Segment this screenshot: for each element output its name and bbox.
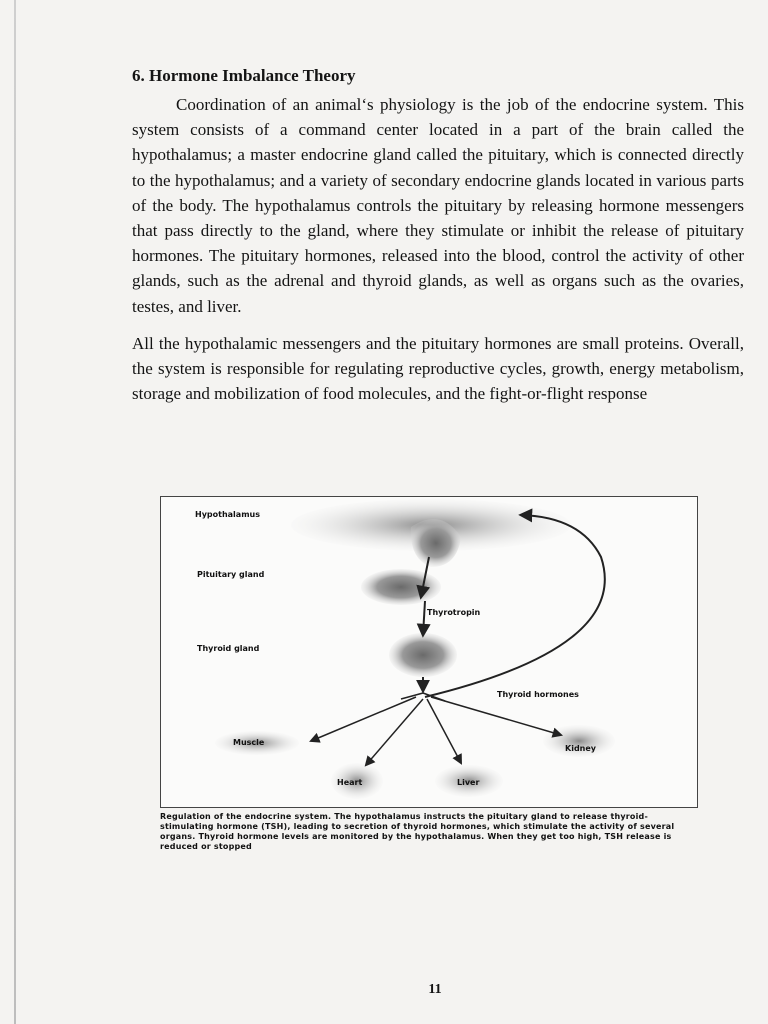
liver-arrow (427, 699, 461, 763)
endocrine-diagram (160, 496, 698, 808)
tsh-arrow (423, 601, 425, 635)
figure-caption: Regulation of the endocrine system. The hypothalamus instructs the pituitary gland to release thyroid-stimulating hormone (TSH), leading to secretion of thyroid hormones, which stimulate the activity of several organs. Thyroid hormone levels are monitored by the hypothalamus. When they get too high, TSH release is reduced or stopped (160, 812, 675, 851)
page-number: 11 (428, 982, 442, 997)
page-edge (14, 0, 16, 1024)
section-heading: 6. Hormone Imbalance Theory (132, 66, 356, 85)
section-content (132, 64, 744, 406)
label-thyroid: Thyroid gland (197, 644, 260, 653)
thyroid-shape (389, 633, 457, 677)
label-hypothalamus: Hypothalamus (195, 510, 260, 519)
label-thyroid-hormones: Thyroid hormones (497, 690, 579, 699)
label-thyrotropin: Thyrotropin (427, 608, 481, 617)
label-kidney: Kidney (565, 744, 597, 753)
label-liver: Liver (457, 778, 480, 787)
label-heart: Heart (337, 778, 363, 787)
pituitary-shape (361, 569, 441, 605)
paragraph-endocrine-system: Coordination of an animal‘s physiology is the job of the endocrine system. This system consists of a command center located in a part of the brain called the hypothalamus; a master endocrine gland called the pituitary, which is connected directly to the hypothalamus; and a variety of secondary endocrine glands located in various parts of the body. The hypothalamus controls the pituitary by releasing hormone messengers that pass directly to the gland, where they stimulate or inhibit the release of pituitary hormones. The pituitary hormones, released into the blood, control the activity of other glands, such as the adrenal and thyroid glands, as well as organs such as the ovaries, testes, and liver. (132, 95, 744, 316)
heart-arrow (366, 699, 423, 765)
muscle-arrow (311, 697, 416, 741)
kidney-arrow (431, 697, 561, 735)
paragraph-hypothalamic-messengers: All the hypothalamic messengers and the pituitary hormones are small proteins. Overall, the system is responsible for regulating reproductive cycles, growth, energy metabolism, storage and mobilization of food molecules, and the fight-or-flight response (132, 333, 744, 404)
endocrine-diagram-svg (161, 497, 697, 807)
label-pituitary: Pituitary gland (197, 570, 265, 579)
label-muscle: Muscle (233, 738, 265, 747)
